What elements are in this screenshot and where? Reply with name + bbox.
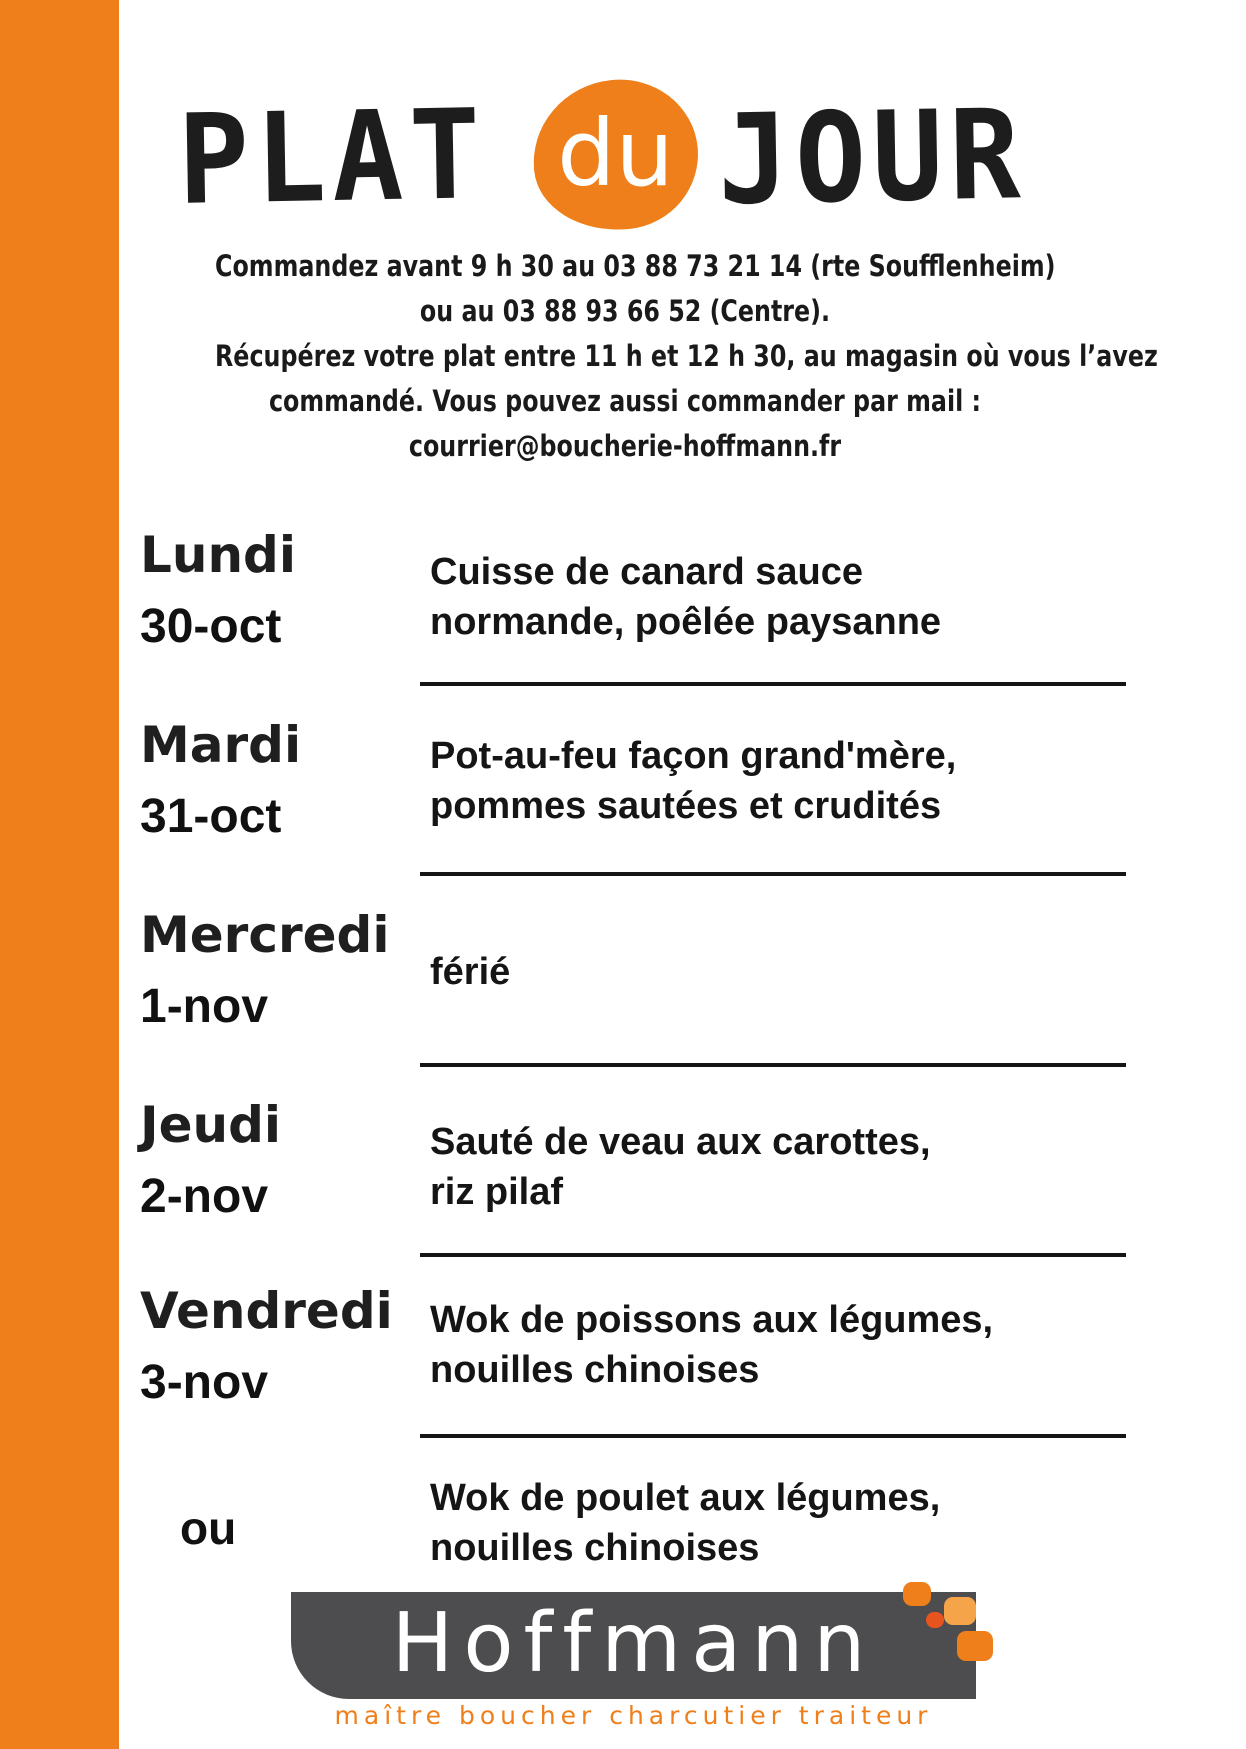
separator-line — [420, 872, 1126, 876]
instructions-line-3: Récupérez votre plat entre 11 h et 12 h 30, au magasin où vous l’avez — [215, 339, 1158, 373]
dish-line-2: normande, poêlée paysanne — [430, 601, 942, 643]
brand-tagline: maître boucher charcutier traiteur — [334, 1701, 933, 1730]
separator-line — [420, 1063, 1126, 1067]
dish-line-2: nouilles chinoises — [430, 1349, 760, 1391]
logo-dot — [944, 1597, 976, 1625]
separator-line — [420, 1434, 1126, 1438]
dish-line-1: Cuisse de canard sauce — [430, 551, 863, 593]
hoffmann-logo — [291, 1592, 976, 1699]
dish-line-2: pommes sautées et crudités — [430, 785, 942, 827]
day-date: 3-nov — [140, 1356, 269, 1409]
dish-line-2: riz pilaf — [430, 1171, 564, 1213]
title-word-plat: PLAT — [176, 81, 488, 233]
separator-line — [420, 1253, 1126, 1257]
instructions-line-4: commandé. Vous pouvez aussi commander par mail : — [268, 384, 982, 418]
left-orange-stripe — [0, 0, 119, 1749]
separator-line — [420, 682, 1126, 686]
day-date: 30-oct — [140, 600, 282, 653]
day-date: 31-oct — [140, 790, 282, 843]
logo-dot — [926, 1612, 944, 1628]
dish-line-1: Wok de poissons aux légumes, — [430, 1299, 994, 1341]
logo-dot — [903, 1582, 931, 1606]
alternative-dish-line-2: nouilles chinoises — [430, 1527, 760, 1569]
day-name: Lundi — [140, 526, 296, 584]
instructions-email: courrier@boucherie-hoffmann.fr — [408, 429, 842, 463]
day-date: 1-nov — [140, 980, 269, 1033]
dish-line-1: Sauté de veau aux carottes, — [430, 1121, 931, 1163]
brand-name: Hoffmann — [391, 1596, 876, 1691]
or-label: ou — [180, 1502, 237, 1554]
dish-line-1: férié — [430, 951, 511, 993]
day-name: Vendredi — [140, 1282, 393, 1340]
instructions-line-1: Commandez avant 9 h 30 au 03 88 73 21 14 (rte Soufflenheim) — [215, 249, 1056, 283]
logo-dot — [957, 1631, 993, 1661]
day-name: Mardi — [140, 716, 302, 774]
plat-du-jour-title — [176, 80, 1078, 233]
order-instructions — [125, 244, 1158, 469]
day-name: Jeudi — [140, 1096, 282, 1154]
alternative-dish-line-1: Wok de poulet aux légumes, — [430, 1477, 941, 1519]
title-word-du: du — [557, 100, 674, 207]
day-name: Mercredi — [140, 906, 390, 964]
title-word-jour: JOUR — [716, 81, 1028, 233]
day-date: 2-nov — [140, 1170, 269, 1223]
dish-line-1: Pot-au-feu façon grand'mère, — [430, 735, 957, 777]
instructions-line-2: ou au 03 88 93 66 52 (Centre). — [419, 294, 831, 328]
